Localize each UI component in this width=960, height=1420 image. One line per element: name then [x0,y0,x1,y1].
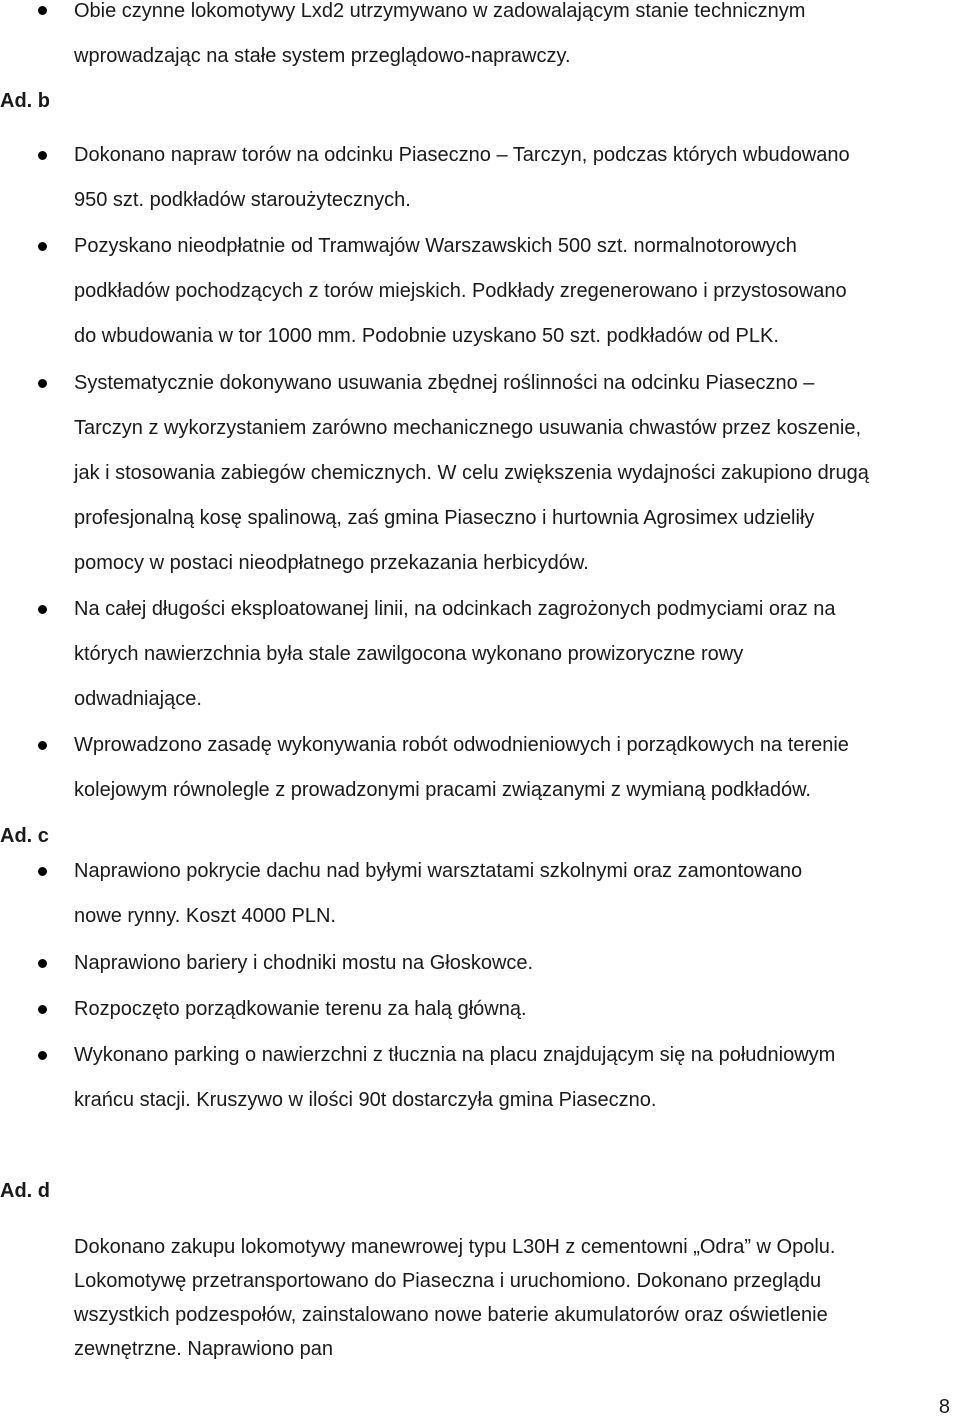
list-item [74,224,958,359]
item-line: do wbudowania w tor 1000 mm. Podobnie uzyskano 50 szt. podkładów od PLK. [74,325,779,347]
item-line: Systematycznie dokonywano usuwania zbędnej roślinności na odcinku Piaseczno – [74,372,815,394]
item-line: Rozpoczęto porządkowanie terenu za halą główną. [74,998,527,1020]
item-line: jak i stosowania zabiegów chemicznych. W celu zwiększenia wydajności zakupiono drugą [74,462,869,484]
paragraph [74,1230,958,1366]
item-line: pomocy w postaci nieodpłatnego przekazania herbicydów. [74,552,589,574]
bullet-icon [38,242,47,251]
item-line: Wykonano parking o nawierzchni z tłucznia na placu znajdującym się na południowym [74,1044,836,1066]
list-item [74,1033,958,1123]
bullet-icon [38,605,47,614]
item-line: profesjonalną kosę spalinową, zaś gmina Piaseczno i hurtownia Agrosimex udzieliły [74,507,815,529]
paragraph-line: Dokonano zakupu lokomotywy manewrowej typu L30H z cementowni „Odra” w Opolu. [74,1236,836,1258]
item-line: podkładów pochodzących z torów miejskich. Podkłady zregenerowano i przystosowano [74,280,847,302]
item-line: Pozyskano nieodpłatnie od Tramwajów Warszawskich 500 szt. normalnotorowych [74,235,797,257]
paragraph-line: wszystkich podzespołów, zainstalowano nowe baterie akumulatorów oraz oświetlenie [74,1304,828,1326]
section-heading-d: Ad. d [0,1180,50,1202]
bullet-icon [38,867,47,876]
list-item [74,849,958,939]
item-line: kolejowym równolegle z prowadzonymi pracami związanymi z wymianą podkładów. [74,779,811,801]
item-line: 950 szt. podkładów staroużytecznych. [74,189,411,211]
item-line: Naprawiono pokrycie dachu nad byłymi warsztatami szkolnymi oraz zamontowano [74,860,803,882]
bullet-icon [38,741,47,750]
item-line: Na całej długości eksploatowanej linii, na odcinkach zagrożonych podmyciami oraz na [74,598,836,620]
paragraph-line: Lokomotywę przetransportowano do Piaseczna i uruchomiono. Dokonano przeglądu [74,1270,822,1292]
section-heading-b: Ad. b [0,90,50,112]
list-item [74,587,958,722]
list-item [74,941,958,986]
item-line: Tarczyn z wykorzystaniem zarówno mechanicznego usuwania chwastów przez koszenie, [74,417,862,439]
item-line: Obie czynne lokomotywy Lxd2 utrzymywano w zadowalającym stanie technicznym [74,0,806,22]
list-item [74,361,958,586]
bullet-icon [38,6,47,15]
page-number: 8 [938,1396,950,1418]
bullet-icon [38,959,47,968]
item-line: Dokonano napraw torów na odcinku Piaseczno – Tarczyn, podczas których wbudowano [74,144,850,166]
item-line: wprowadzając na stałe system przeglądowo-naprawczy. [74,45,571,67]
item-line: nowe rynny. Koszt 4000 PLN. [74,905,336,927]
item-line: krańcu stacji. Kruszywo w ilości 90t dostarczyła gmina Piaseczno. [74,1089,657,1111]
item-line: odwadniające. [74,688,202,710]
bullet-icon [38,1005,47,1014]
item-line: których nawierzchnia była stale zawilgocona wykonano prowizoryczne rowy [74,643,744,665]
item-line: Naprawiono bariery i chodniki mostu na Głoskowce. [74,952,534,974]
list-item [74,0,958,79]
paragraph-line: zewnętrzne. Naprawiono pan [74,1338,334,1360]
bullet-icon [38,379,47,388]
list-item [74,987,958,1032]
list-item [74,723,958,813]
bullet-icon [38,151,47,160]
item-line: Wprowadzono zasadę wykonywania robót odwodnieniowych i porządkowych na terenie [74,734,849,756]
bullet-icon [38,1051,47,1060]
list-item [74,133,958,223]
section-heading-c: Ad. c [0,825,49,847]
